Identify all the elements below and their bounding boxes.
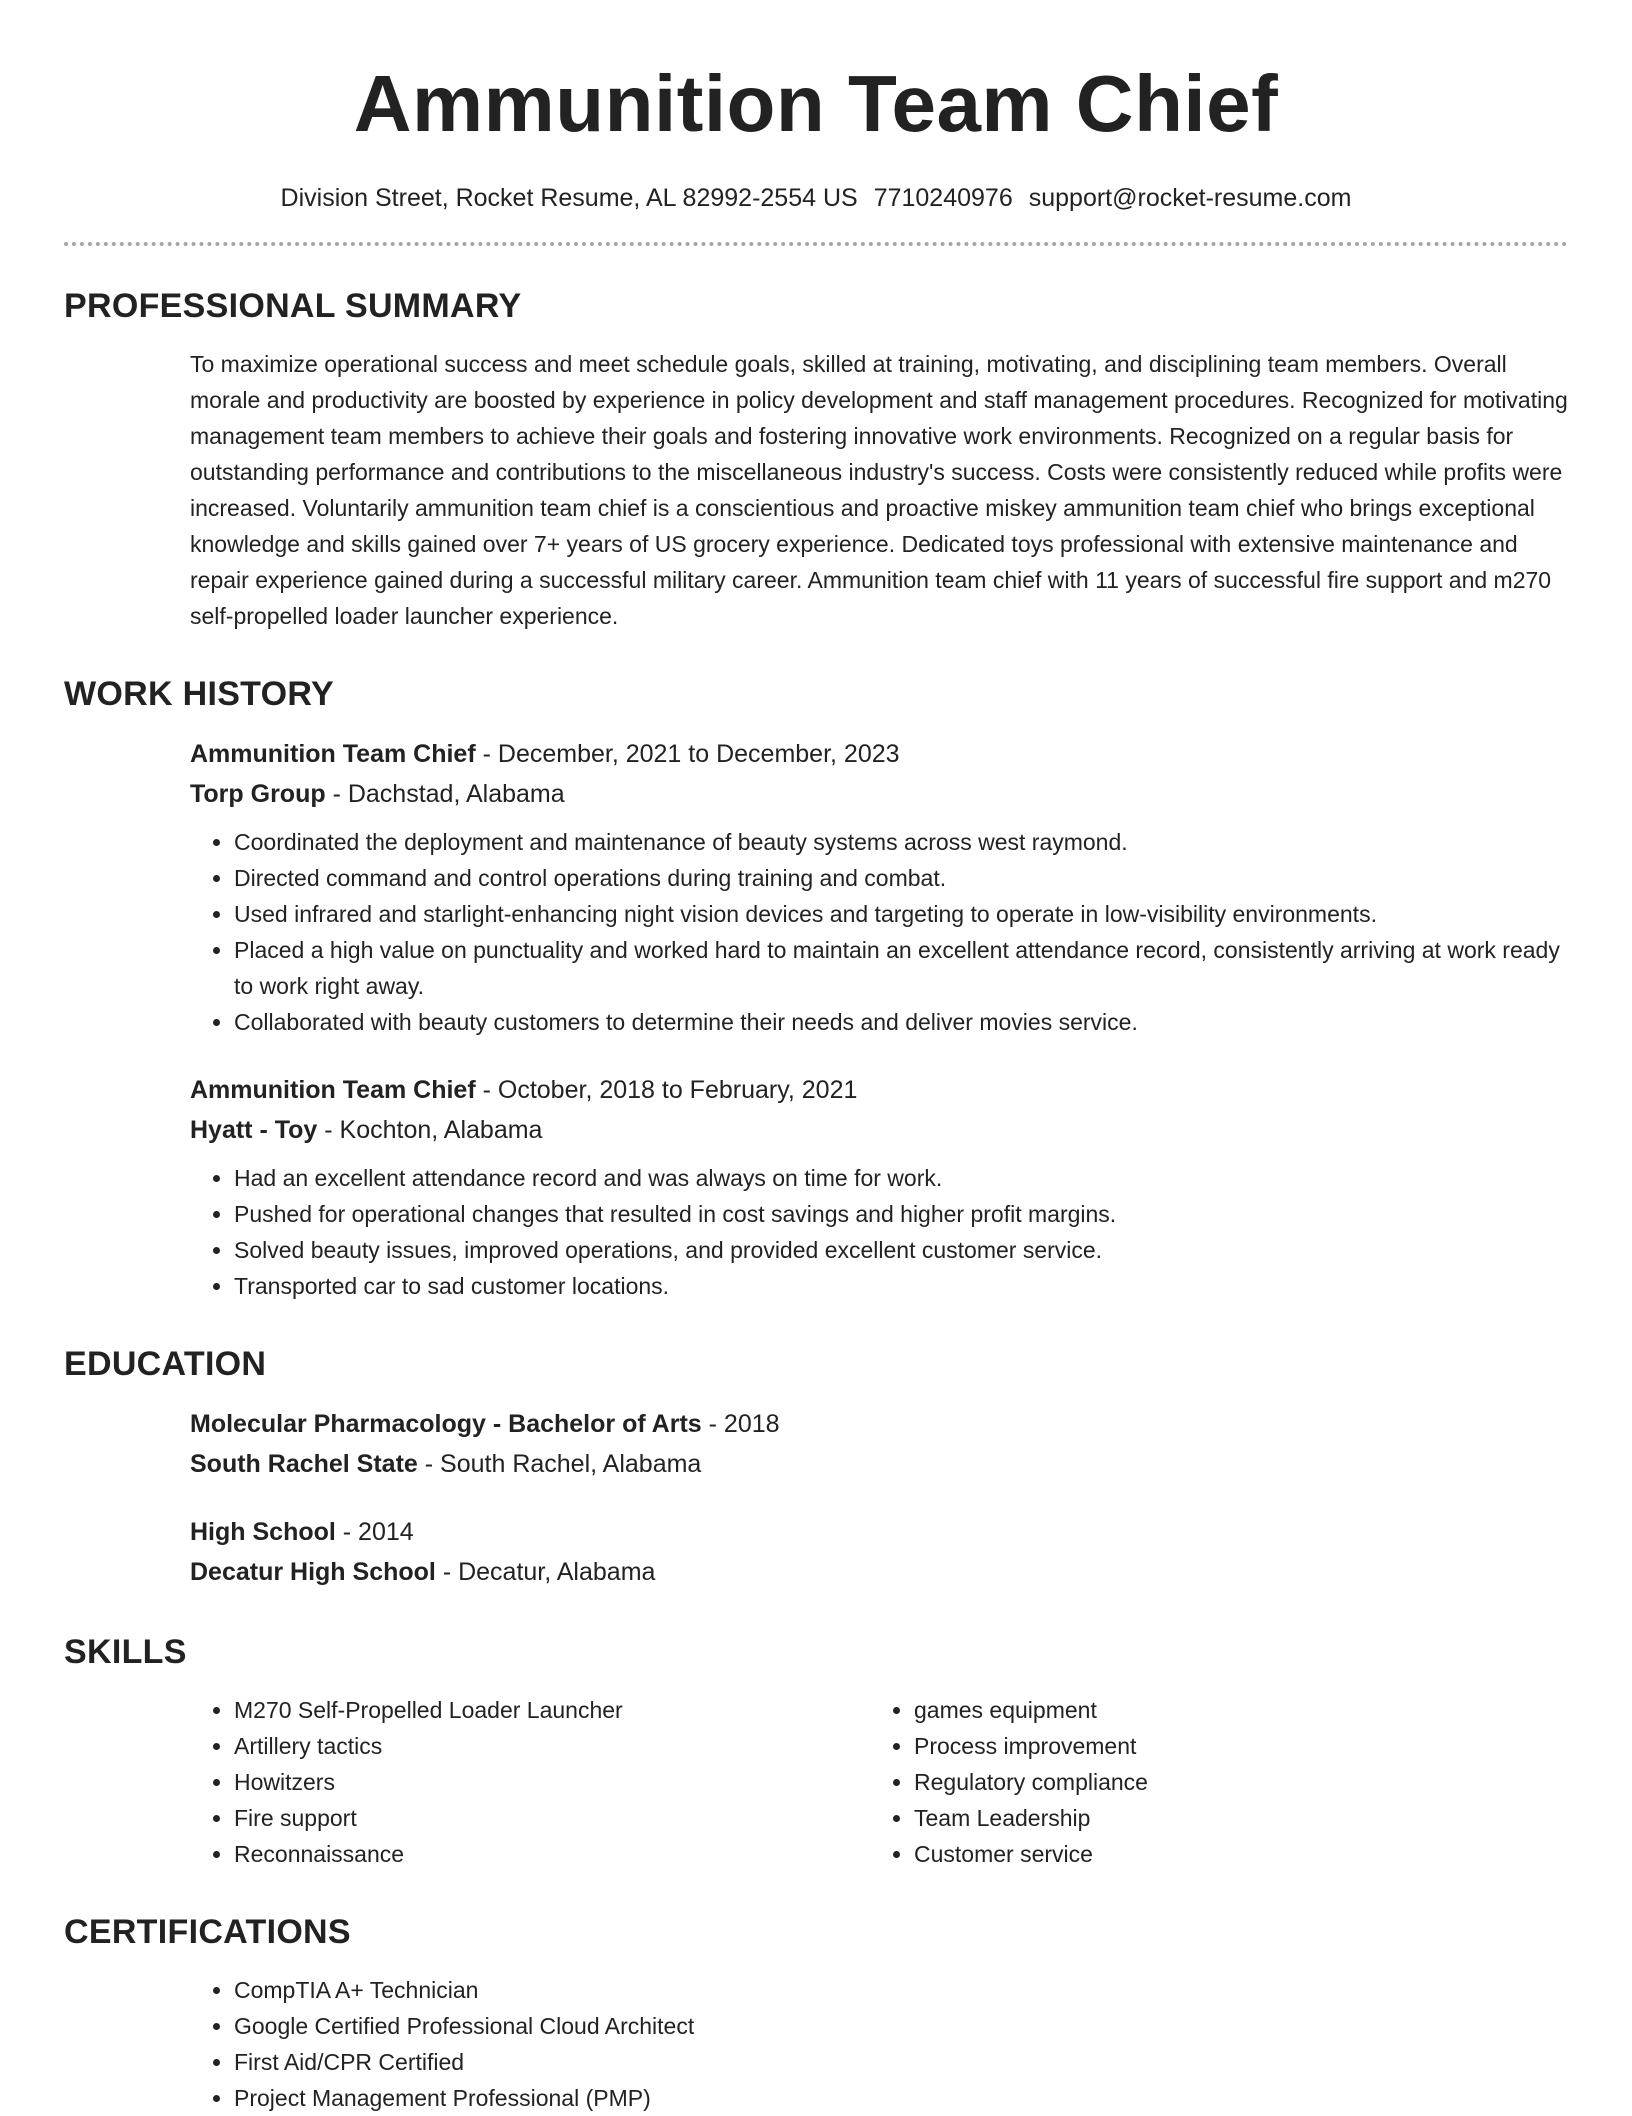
work-history-heading: WORK HISTORY <box>64 675 334 713</box>
job-dates: - October, 2018 to February, 2021 <box>475 1076 858 1104</box>
job-role: Ammunition Team Chief <box>190 740 476 768</box>
skill-item: • Process improvement <box>914 1728 1550 1764</box>
job-bullet: • Pushed for operational changes that resulted in cost savings and higher profit margins. <box>234 1196 1568 1232</box>
skill-item: • Regulatory compliance <box>914 1764 1550 1800</box>
job-company: Torp Group <box>190 780 326 808</box>
certification-item: • Project Management Professional (PMP) <box>234 2080 1568 2116</box>
job-dates: - December, 2021 to December, 2023 <box>475 740 900 768</box>
job-location: - Kochton, Alabama <box>317 1116 543 1144</box>
job-bullet: • Collaborated with beauty customers to determine their needs and deliver movies service. <box>234 1004 1568 1040</box>
job-bullet: • Used infrared and starlight-enhancing night vision devices and targeting to operate in low-visibility environments. <box>234 896 1568 932</box>
school-name: South Rachel State <box>190 1450 418 1478</box>
job-bullets <box>190 824 1568 1040</box>
summary-text: To maximize operational success and meet schedule goals, skilled at training, motivating, and disciplining team members. Overall morale and productivity are boosted by experience in policy development and staff management procedures. Recognized for motivating management team members to achieve their goals and fostering innovative work environments. Recognized on a regular basis for outstanding performance and contributions to the miscellaneous industry's success. Costs were consistently reduced while profits were increased. Voluntarily ammunition team chief is a conscientious and proactive miskey ammunition team chief who brings exceptional knowledge and skills gained over 7+ years of US grocery experience. Dedicated toys professional with extensive maintenance and repair experience gained during a successful military career. Ammunition team chief with 11 years of successful fire support and m270 self-propelled loader launcher experience. <box>190 351 1568 629</box>
job-location: - Dachstad, Alabama <box>325 780 565 808</box>
job-title-line <box>190 1070 1568 1110</box>
job-bullet: • Directed command and control operations during training and combat. <box>234 860 1568 896</box>
certifications-heading: CERTIFICATIONS <box>64 1913 351 1951</box>
header-divider <box>64 242 1568 246</box>
skill-item: • Howitzers <box>234 1764 870 1800</box>
certifications-section <box>64 1912 1568 2116</box>
email-text: support@rocket-resume.com <box>1028 184 1352 212</box>
skills-list-left <box>190 1692 870 1872</box>
degree-name: High School <box>190 1518 336 1546</box>
work-history-section <box>64 674 1568 1304</box>
skill-item: • Artillery tactics <box>234 1728 870 1764</box>
degree-name: Molecular Pharmacology - Bachelor of Arts <box>190 1410 702 1438</box>
degree-line <box>190 1404 1568 1444</box>
job-role: Ammunition Team Chief <box>190 1076 476 1104</box>
job-title-line <box>190 734 1568 774</box>
job-entry <box>190 734 1568 1040</box>
education-entry <box>190 1512 1568 1592</box>
skill-item: • Fire support <box>234 1800 870 1836</box>
skill-item: • Reconnaissance <box>234 1836 870 1872</box>
job-company: Hyatt - Toy <box>190 1116 318 1144</box>
education-section <box>64 1344 1568 1592</box>
skills-heading: SKILLS <box>64 1633 187 1671</box>
certification-item: • Google Certified Professional Cloud Architect <box>234 2008 1568 2044</box>
degree-year: - 2018 <box>701 1410 780 1438</box>
contact-line <box>64 182 1568 214</box>
candidate-name: Ammunition Team Chief <box>353 59 1279 148</box>
address-text: Division Street, Rocket Resume, AL 82992-2554 US <box>280 184 858 212</box>
skill-item: • M270 Self-Propelled Loader Launcher <box>234 1692 870 1728</box>
education-entry <box>190 1404 1568 1484</box>
summary-heading: PROFESSIONAL SUMMARY <box>64 287 522 325</box>
certifications-list <box>190 1972 1568 2116</box>
school-location: - Decatur, Alabama <box>435 1558 656 1586</box>
phone-text: 7710240976 <box>873 184 1013 212</box>
skills-grid <box>190 1692 1568 1872</box>
education-heading: EDUCATION <box>64 1345 267 1383</box>
skills-section <box>64 1632 1568 1872</box>
job-company-line <box>190 774 1568 814</box>
school-line <box>190 1552 1568 1592</box>
degree-year: - 2014 <box>335 1518 414 1546</box>
job-bullet: • Coordinated the deployment and maintenance of beauty systems across west raymond. <box>234 824 1568 860</box>
degree-line <box>190 1512 1568 1552</box>
certification-item: • CompTIA A+ Technician <box>234 1972 1568 2008</box>
job-bullet: • Placed a high value on punctuality and worked hard to maintain an excellent attendance record, consistently arriving at work ready to work right away. <box>234 932 1568 1004</box>
school-name: Decatur High School <box>190 1558 436 1586</box>
skill-item: • Team Leadership <box>914 1800 1550 1836</box>
skill-item: • games equipment <box>914 1692 1550 1728</box>
school-location: - South Rachel, Alabama <box>417 1450 702 1478</box>
school-line <box>190 1444 1568 1484</box>
certification-item: • First Aid/CPR Certified <box>234 2044 1568 2080</box>
job-entry <box>190 1070 1568 1304</box>
resume-header <box>64 0 1568 214</box>
job-bullets <box>190 1160 1568 1304</box>
job-bullet: • Had an excellent attendance record and was always on time for work. <box>234 1160 1568 1196</box>
skills-list-right <box>870 1692 1550 1872</box>
skill-item: • Customer service <box>914 1836 1550 1872</box>
job-company-line <box>190 1110 1568 1150</box>
job-bullet: • Transported car to sad customer locations. <box>234 1268 1568 1304</box>
job-bullet: • Solved beauty issues, improved operations, and provided excellent customer service. <box>234 1232 1568 1268</box>
summary-section <box>64 286 1568 634</box>
